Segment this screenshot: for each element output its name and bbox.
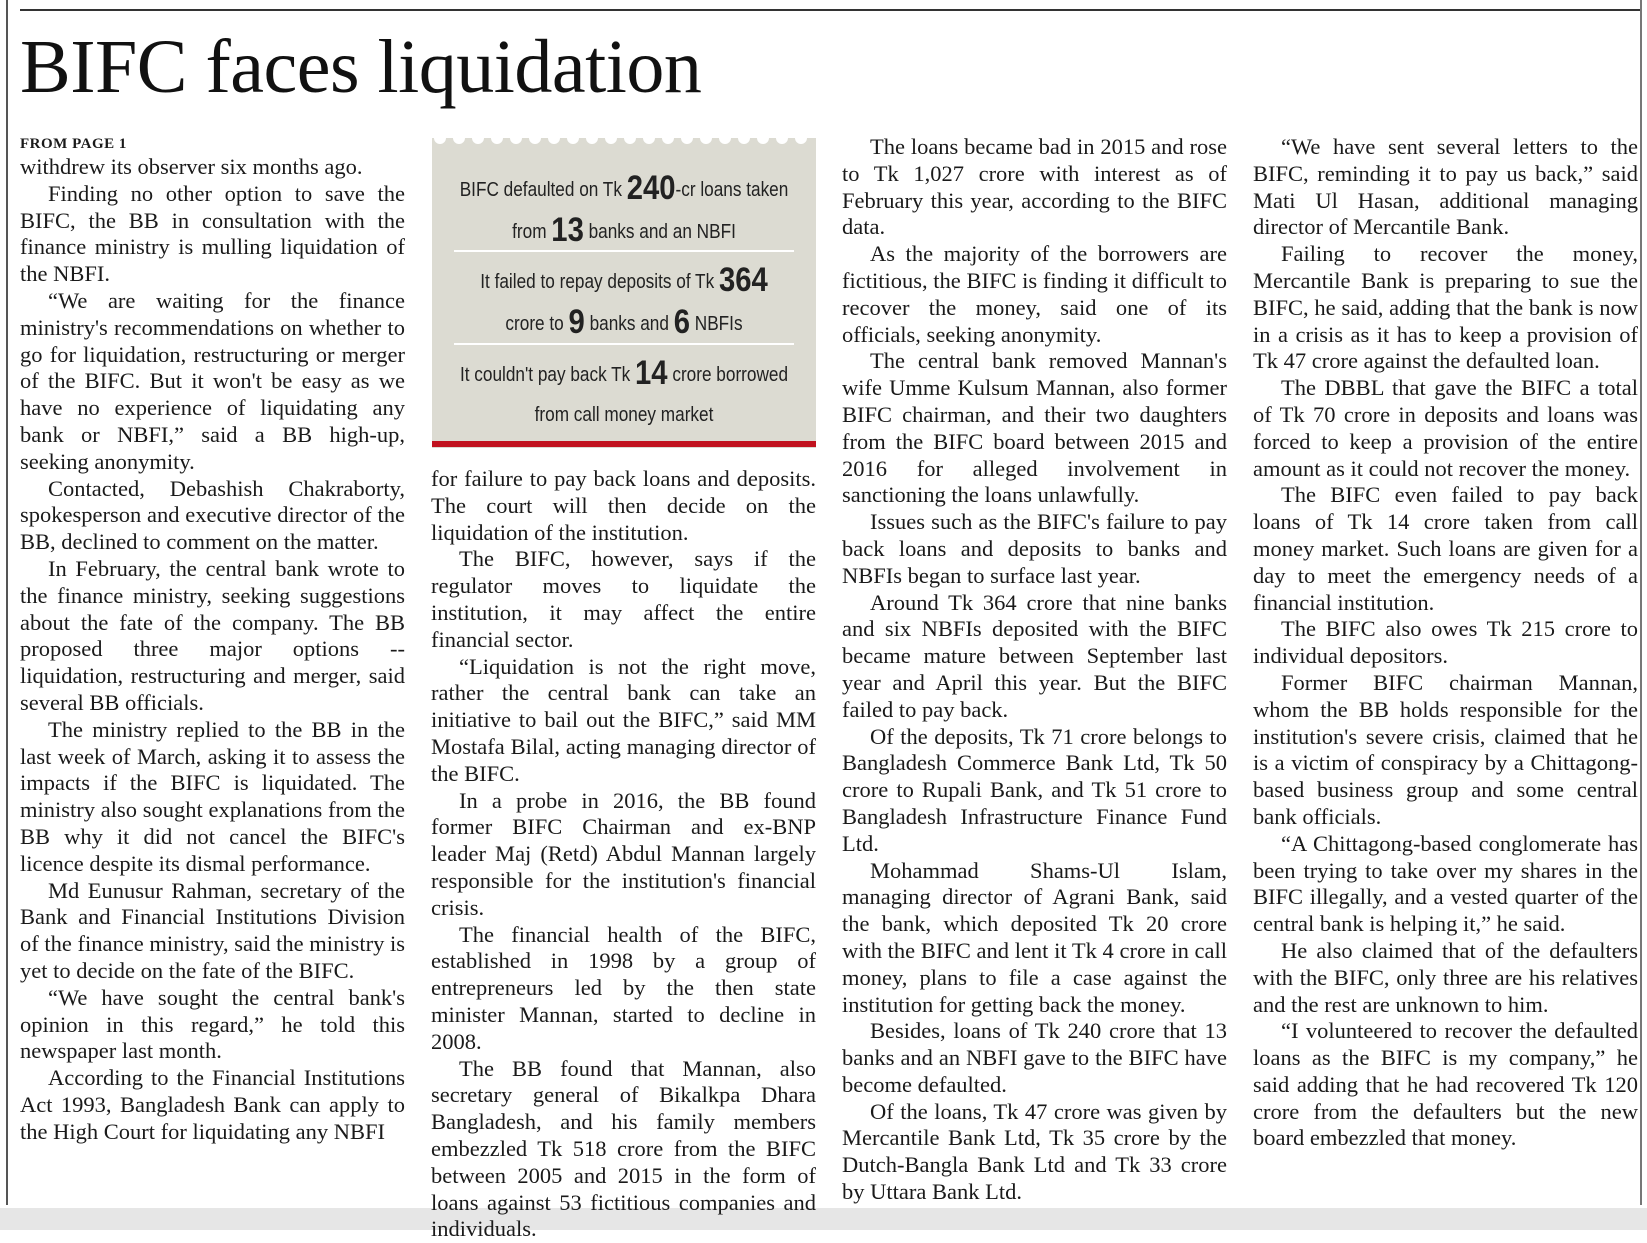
scallop xyxy=(472,134,484,144)
paragraph: Contacted, Debashish Chakraborty, spokesperson and executive director of the BB, declined to comment on the matter. xyxy=(20,475,405,555)
fact-divider xyxy=(454,250,794,252)
paragraph: “Liquidation is not the right move, rather the central bank can take an initiative to bail out the BIFC,” said MM Mostafa Bilal, acting managing director of the BIFC. xyxy=(431,653,816,786)
scallop xyxy=(700,134,712,144)
paragraph: Mohammad Shams-Ul Islam, managing director of Agrani Bank, said the bank, which deposited Tk 20 crore with the BIFC and lent it Tk 4 crore in call money, plans to file a case against the institution for getting back the money. xyxy=(842,857,1227,1017)
paragraph: The DBBL that gave the BIFC a total of Tk 70 crore in deposits and loans was forced to keep a provision of the entire amount as it could not recover the money. xyxy=(1253,375,1638,481)
scallop xyxy=(529,134,541,144)
paragraph: “I volunteered to recover the defaulted loans as the BIFC is my company,” he said adding that he had recovered Tk 120 crore from the defaulters but the new board embezzled that money. xyxy=(1253,1018,1638,1151)
fact-divider xyxy=(454,343,794,345)
page-right-edge xyxy=(1640,0,1642,1205)
paragraph: withdrew its observer six months ago. xyxy=(20,154,363,179)
paragraph: Former BIFC chairman Mannan, whom the BB holds responsible for the institution's severe crisis, claimed that he is a victim of conspiracy by a Chittagong-based business group and some central bank officials. xyxy=(1253,669,1638,829)
fact-call-money: It couldn't pay back Tk 14 crore borrowed from call money market xyxy=(459,354,789,426)
paragraph: “A Chittagong-based conglomerate has been trying to take over my shares in the BIFC illegally, and a vested quarter of the central bank is helping it,” he said. xyxy=(1253,830,1638,937)
fact-box-red-rule xyxy=(432,441,816,447)
paragraph: The financial health of the BIFC, established in 1998 by a group of entrepreneurs led by the then state minister Mannan, started to decline in 2008. xyxy=(431,921,816,1054)
bottom-strip xyxy=(0,1208,1647,1230)
kicker: FROM PAGE 1 xyxy=(20,136,127,152)
scallop xyxy=(776,134,788,144)
scallop xyxy=(757,134,769,144)
paragraph: In February, the central bank wrote to the finance ministry, seeking suggestions about the fate of the company. The BB proposed three major options -- liquidation, restructuring and merger, said several BB officials. xyxy=(20,555,405,715)
scallop xyxy=(434,134,446,144)
paragraph: The BIFC, however, says if the regulator moves to liquidate the institution, it may affect the entire financial sector. xyxy=(431,546,816,652)
scalloped-edge xyxy=(432,134,816,148)
paragraph: The central bank removed Mannan's wife Umme Kulsum Mannan, also former BIFC chairman, and their two daughters from the BIFC board between 2015 and 2016 for alleged involvement in sanctioning the loans unlawfully. xyxy=(842,348,1227,508)
paragraph: “We have sought the central bank's opinion in this regard,” he told this newspaper last month. xyxy=(20,984,405,1064)
fact-unpaid-deposits: It failed to repay deposits of Tk 364 crore to 9 banks and 6 NBFIs xyxy=(480,261,768,341)
paragraph: The BB found that Mannan, also secretary general of Bikalkpa Dhara Bangladesh, and his family members embezzled Tk 518 crore from the BIFC between 2005 and 2015 in the form of loans against 53 fictitious companies and individuals. xyxy=(431,1055,816,1242)
paragraph: According to the Financial Institutions Act 1993, Bangladesh Bank can apply to the High Court for liquidating any NBFI xyxy=(20,1065,405,1144)
scallop xyxy=(567,134,579,144)
scallop xyxy=(491,134,503,144)
paragraph: The BIFC also owes Tk 215 crore to individual depositors. xyxy=(1253,616,1638,669)
scallop xyxy=(795,134,807,144)
scallop xyxy=(624,134,636,144)
scallop xyxy=(586,134,598,144)
paragraph: Besides, loans of Tk 240 crore that 13 banks and an NBFI gave to the BIFC have become defaulted. xyxy=(842,1018,1227,1097)
paragraph: Finding no other option to save the BIFC, the BB in consultation with the finance ministry is mulling liquidation of the NBFI. xyxy=(20,180,405,287)
paragraph: Failing to recover the money, Mercantile Bank is preparing to sue the BIFC, he said, adding that the bank is now in a crisis as it has to keep a provision of Tk 47 crore against the defaulted loan. xyxy=(1253,241,1638,374)
article-column-1 xyxy=(20,134,405,1145)
scallop xyxy=(719,134,731,144)
top-rule xyxy=(20,9,1640,11)
paragraph: for failure to pay back loans and deposits. The court will then decide on the liquidation of the institution. xyxy=(431,466,816,545)
paragraph: As the majority of the borrowers are fictitious, the BIFC is finding it difficult to recover the money, said one of its officials, seeking anonymity. xyxy=(842,241,1227,347)
paragraph: Md Eunusur Rahman, secretary of the Bank and Financial Institutions Division of the finance ministry, said the ministry is yet to decide on the fate of the BIFC. xyxy=(20,877,405,983)
scallop xyxy=(643,134,655,144)
article-column-2 xyxy=(431,466,816,1243)
paragraph: Of the deposits, Tk 71 crore belongs to Bangladesh Commerce Bank Ltd, Tk 50 crore to Rupali Bank, and Tk 51 crore to Bangladesh Infrastructure Finance Fund Ltd. xyxy=(842,723,1227,856)
headline: BIFC faces liquidation xyxy=(20,25,702,109)
scallop xyxy=(738,134,750,144)
page-left-edge xyxy=(6,0,8,1205)
scallop xyxy=(453,134,465,144)
fact-defaulted-loans: BIFC defaulted on Tk 240-cr loans taken from 13 banks and an NBFI xyxy=(459,169,789,249)
paragraph: Around Tk 364 crore that nine banks and six NBFIs deposited with the BIFC became mature between September last year and April this year. But the BIFC failed to pay back. xyxy=(842,589,1227,722)
scallop xyxy=(662,134,674,144)
paragraph: “We are waiting for the finance ministry's recommendations on whether to go for liquidation, restructuring or merger of the BIFC. But it won't be easy as we have no experience of liquidating any bank or NBFI,” said a BB high-up, seeking anonymity. xyxy=(20,287,405,474)
scallop xyxy=(681,134,693,144)
scallop xyxy=(548,134,560,144)
scallop xyxy=(605,134,617,144)
paragraph: Issues such as the BIFC's failure to pay back loans and deposits to banks and NBFIs began to surface last year. xyxy=(842,509,1227,588)
paragraph: In a probe in 2016, the BB found former BIFC Chairman and ex-BNP leader Maj (Retd) Abdul Mannan largely responsible for the institution's financial crisis. xyxy=(431,787,816,920)
scallop xyxy=(510,134,522,144)
paragraph: He also claimed that of the defaulters with the BIFC, only three are his relatives and the rest are unknown to him. xyxy=(1253,937,1638,1017)
paragraph: The BIFC even failed to pay back loans of Tk 14 crore taken from call money market. Such loans are given for a day to meet the emergency needs of a financial institution. xyxy=(1253,482,1638,615)
fact-box xyxy=(432,138,816,448)
paragraph: The loans became bad in 2015 and rose to Tk 1,027 crore with interest as of February this year, according to the BIFC data. xyxy=(842,134,1227,240)
paragraph: The ministry replied to the BB in the last week of March, asking it to assess the impacts if the BIFC is liquidated. The ministry also sought explanations from the BB why it did not cancel the BIFC's licence despite its dismal performance. xyxy=(20,716,405,876)
article-column-4 xyxy=(1253,134,1638,1152)
article-column-3 xyxy=(842,134,1227,1206)
paragraph: Of the loans, Tk 47 crore was given by Mercantile Bank Ltd, Tk 35 crore by the Dutch-Bangla Bank Ltd and Tk 33 crore by Uttara Bank Ltd. xyxy=(842,1098,1227,1205)
paragraph: “We have sent several letters to the BIFC, reminding it to pay us back,” said Mati Ul Hasan, additional managing director of Mercantile Bank. xyxy=(1253,134,1638,240)
